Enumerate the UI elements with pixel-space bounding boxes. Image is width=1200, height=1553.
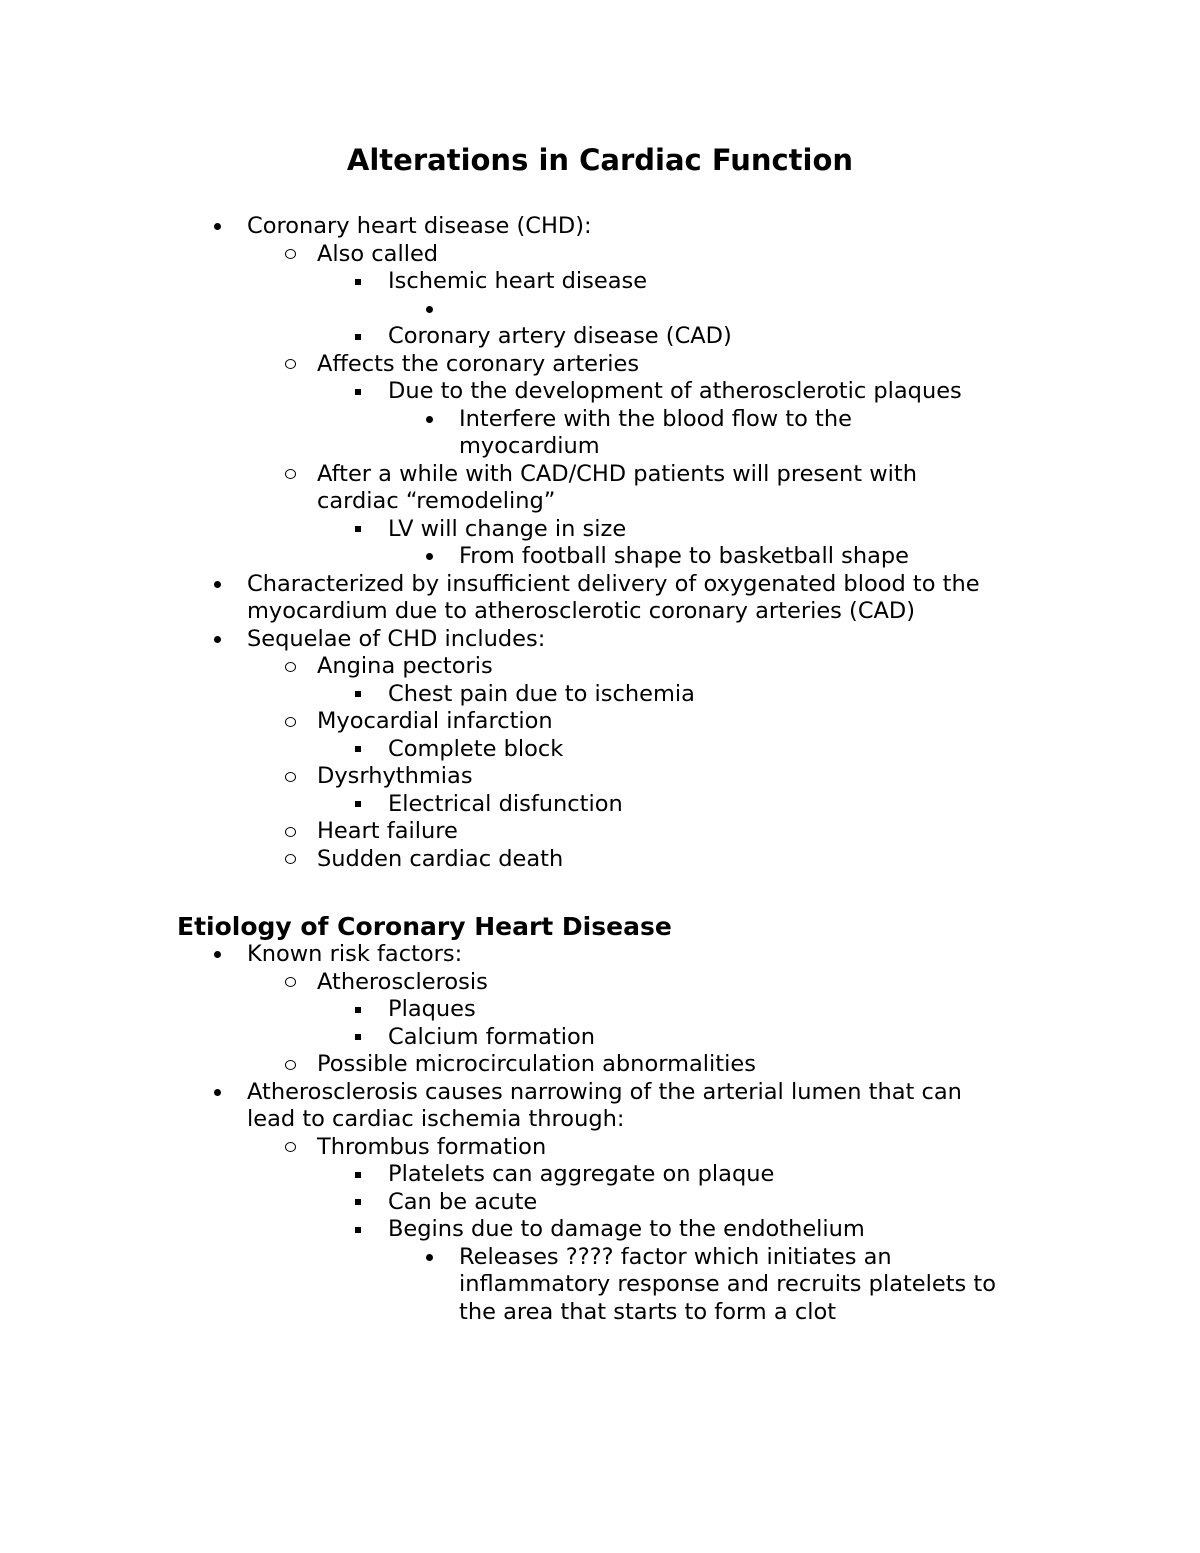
list-item-text: Platelets can aggregate on plaque [388,1161,775,1187]
list-item [0,996,996,1024]
list-item-text: Chest pain due to ischemia [388,680,695,707]
list-item-text: Interfere with the blood flow to the [459,405,852,432]
bullet-circle-icon [280,461,300,489]
list-item [0,406,980,434]
list-item-continuation [0,1271,996,1299]
list-item [0,268,980,296]
bullet-dot-icon [207,626,227,654]
bullet-square-icon [348,516,368,544]
bullet-square-icon [348,996,368,1024]
list-item [0,708,980,736]
list-item-text: Atherosclerosis [317,968,488,995]
list-item [0,571,980,599]
list-item [0,213,980,241]
bullet-list-cardiac-function [0,213,980,873]
list-item [0,323,980,351]
list-item-text: Atherosclerosis causes narrowing of the arterial lumen that can [247,1078,962,1105]
list-item [0,736,980,764]
list-item [0,653,980,681]
bullet-dot-icon [419,543,439,571]
list-item [0,1079,996,1107]
list-item-text: Coronary heart disease (CHD): [247,213,592,239]
list-item-text: Releases ???? factor which initiates an [459,1243,892,1270]
list-item-text: cardiac “remodeling” [317,488,556,514]
bullet-dot-icon [207,571,227,599]
bullet-square-icon [348,323,368,351]
bullet-square-icon [348,1189,368,1217]
list-item [0,296,980,324]
list-item-continuation [0,1299,996,1327]
list-item [0,378,980,406]
list-item-text: Myocardial infarction [317,708,553,734]
list-item-text: Plaques [388,996,476,1022]
list-item-text: Thrombus formation [317,1133,547,1160]
list-item-text: Sudden cardiac death [317,845,564,872]
bullet-square-icon [348,736,368,764]
bullet-dot-icon [207,213,227,241]
list-item-continuation [0,433,980,461]
bullet-list-etiology [0,941,996,1326]
list-item [0,791,980,819]
list-item [0,1189,996,1217]
bullet-square-icon [348,681,368,709]
list-item-text: myocardium due to atherosclerotic coronary arteries (CAD) [247,598,916,624]
list-item [0,1024,996,1052]
bullet-circle-icon [280,763,300,791]
bullet-dot-icon [419,1244,439,1272]
list-item [0,1244,996,1272]
bullet-square-icon [348,1161,368,1189]
bullet-square-icon [348,791,368,819]
list-item-text: Known risk factors: [247,941,463,967]
list-item [0,241,980,269]
list-item-text: Calcium formation [388,1023,596,1050]
list-item [0,1134,996,1162]
bullet-square-icon [348,1216,368,1244]
list-item-text: Angina pectoris [317,653,493,679]
list-item-text: Sequelae of CHD includes: [247,625,546,652]
bullet-dot-icon [207,941,227,969]
list-item-continuation [0,1106,996,1134]
bullet-dot-icon [419,406,439,434]
list-item [0,1161,996,1189]
list-item-text: Characterized by insufficient delivery of oxygenated blood to the [247,570,980,597]
bullet-circle-icon [280,818,300,846]
list-item-text: Dysrhythmias [317,763,473,789]
list-item-text: Ischemic heart disease [388,268,648,294]
bullet-square-icon [348,1024,368,1052]
list-item-text: inflammatory response and recruits platelets to [459,1271,997,1297]
bullet-square-icon [348,268,368,296]
list-item [0,351,980,379]
list-item-text: Coronary artery disease (CAD) [388,323,732,349]
list-item-continuation [0,488,980,516]
list-item-text: Can be acute [388,1188,538,1215]
list-item-text: Heart failure [317,818,458,844]
bullet-circle-icon [280,241,300,269]
list-item-text: Also called [317,240,439,267]
list-item-continuation [0,598,980,626]
list-item [0,969,996,997]
list-item-text: After a while with CAD/CHD patients will present with [317,460,917,487]
list-item [0,516,980,544]
bullet-circle-icon [280,846,300,874]
bullet-square-icon [348,378,368,406]
bullet-dot-icon [207,1079,227,1107]
list-item [0,1216,996,1244]
page-title: Alterations in Cardiac Function [346,143,854,177]
list-item-text: Possible microcirculation abnormalities [317,1051,756,1077]
list-item-text: Affects the coronary arteries [317,350,640,377]
list-item-text: Begins due to damage to the endothelium [388,1216,865,1242]
list-item-text: Complete block [388,735,564,762]
list-item-text: myocardium [459,433,600,459]
list-item-text: Electrical disfunction [388,790,623,817]
list-item [0,763,980,791]
list-item-text: lead to cardiac ischemia through: [247,1106,625,1132]
bullet-circle-icon [280,969,300,997]
bullet-dot-icon [419,296,439,324]
list-item [0,681,980,709]
list-item [0,461,980,489]
list-item-text: Due to the development of atherosclerotic plaques [388,378,962,404]
list-item [0,543,980,571]
list-item [0,846,980,874]
bullet-circle-icon [280,1051,300,1079]
list-item [0,1051,996,1079]
list-item [0,626,980,654]
list-item-text: LV will change in size [388,515,627,542]
bullet-circle-icon [280,653,300,681]
list-item-text: From football shape to basketball shape [459,543,909,569]
bullet-circle-icon [280,708,300,736]
list-item-text: the area that starts to form a clot [459,1298,837,1325]
section-heading: Etiology of Coronary Heart Disease [177,912,672,941]
list-item [0,941,996,969]
list-item [0,818,980,846]
bullet-circle-icon [280,351,300,379]
bullet-circle-icon [280,1134,300,1162]
